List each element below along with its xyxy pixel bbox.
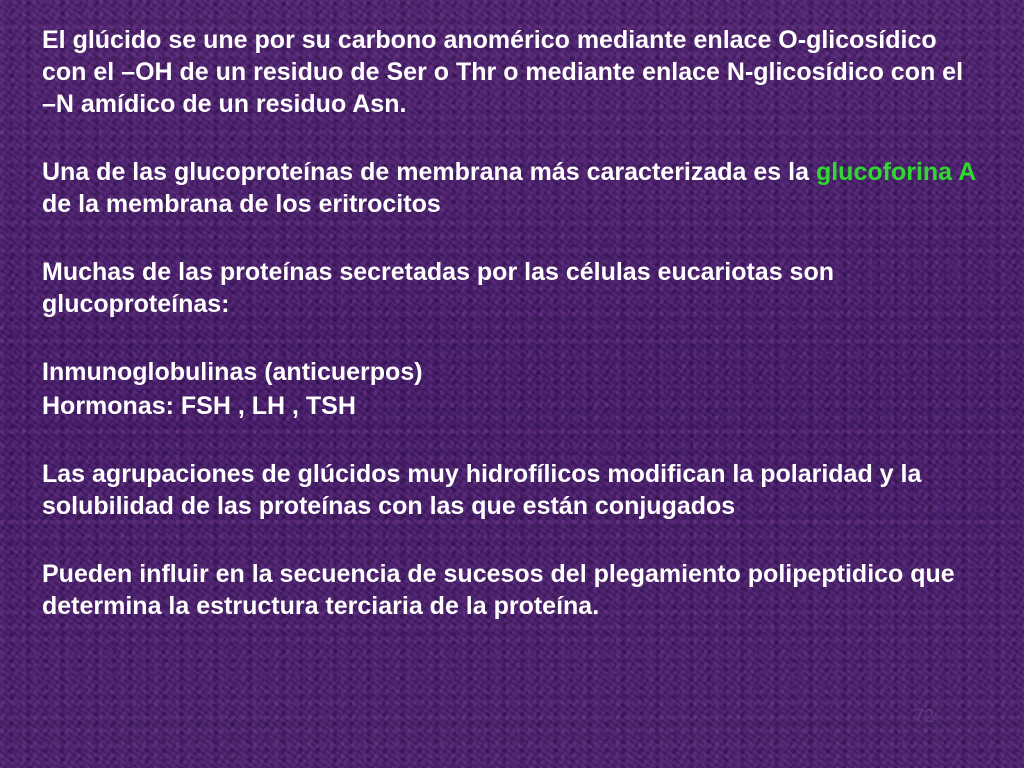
slide-content <box>42 24 982 622</box>
paragraph-glycophorin <box>42 156 982 220</box>
page-number: 72 <box>914 706 935 726</box>
paragraph-hydrophilic-groups: Las agrupaciones de glúcidos muy hidrofílicos modifican la polaridad y la solubilidad de las proteínas con las que están conjugados <box>42 460 922 520</box>
list-item-immunoglobulins: Inmunoglobulinas (anticuerpos) <box>42 358 423 386</box>
paragraph-folding: Pueden influir en la secuencia de sucesos del plegamiento polipeptidico que determina la estructura terciaria de la proteína. <box>42 560 955 620</box>
paragraph-glycosidic-bond: El glúcido se une por su carbono anomérico mediante enlace O-glicosídico con el –OH de un residuo de Ser o Thr o mediante enlace N-glicosídico con el –N amídico de un residuo Asn. <box>42 26 964 118</box>
glycophorin-highlight: glucoforina A <box>815 158 976 186</box>
paragraph-secreted-proteins: Muchas de las proteínas secretadas por las células eucariotas son glucoproteínas: <box>42 258 835 318</box>
glycophorin-text-start: Una de las glucoproteínas de membrana más caracterizada es la <box>42 158 816 186</box>
glycophorin-text-end: de la membrana de los eritrocitos <box>42 190 441 218</box>
list-item-hormones: Hormonas: FSH , LH , TSH <box>42 392 356 420</box>
